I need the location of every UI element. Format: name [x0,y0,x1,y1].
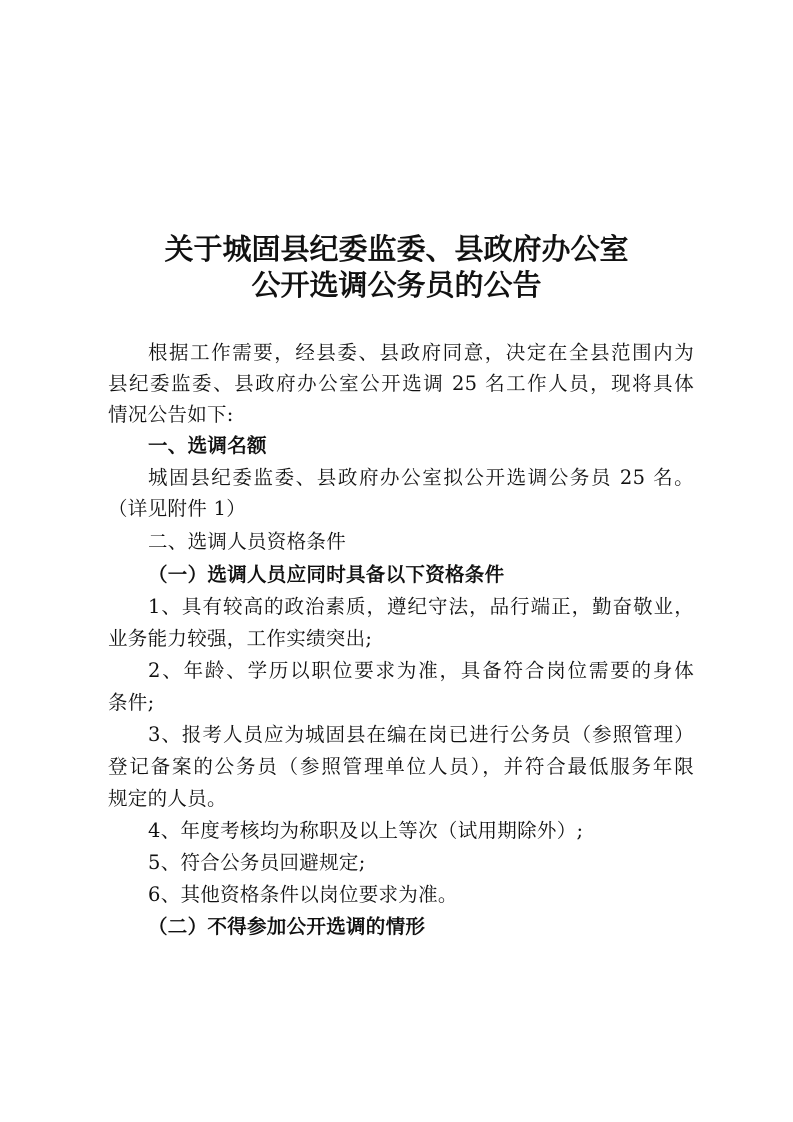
item-2-line-1: 2、年龄、学历以职位要求为准，具备符合岗位需要的身体 [148,659,694,682]
item-5: 5、符合公务员回避规定; [148,851,366,874]
item-1-line-2: 业务能力较强，工作实绩突出; [108,627,373,650]
subsection-2-heading: （二）不得参加公开选调的情形 [148,915,426,938]
item-1-line-1: 1、具有较高的政治素质，遵纪守法，品行端正，勤奋敬业， [148,595,694,618]
document-title-line-1: 关于城固县纪委监委、县政府办公室 [164,232,629,266]
item-4: 4、年度考核均为称职及以上等次（试用期除外）; [148,819,584,842]
item-3-line-1: 3、报考人员应为城固县在编在岗已进行公务员（参照管理） [148,723,694,746]
item-2-line-2: 条件; [108,691,155,714]
item-3-line-3: 规定的人员。 [108,787,227,810]
item-3-line-2: 登记备案的公务员（参照管理单位人员），并符合最低服务年限 [108,755,694,778]
section-2-heading: 二、选调人员资格条件 [148,530,347,553]
intro-paragraph-line-2: 县纪委监委、县政府办公室公开选调 25 名工作人员，现将具体 [108,372,694,395]
section-1-paragraph-line-1: 城固县纪委监委、县政府办公室拟公开选调公务员 25 名。 [148,466,694,489]
intro-paragraph-line-3: 情况公告如下: [108,403,234,426]
subsection-1-heading: （一）选调人员应同时具备以下资格条件 [148,563,505,586]
document-title-line-2: 公开选调公务员的公告 [251,268,542,302]
item-6: 6、其他资格条件以岗位要求为准。 [148,883,458,906]
section-1-heading: 一、选调名额 [148,434,267,457]
intro-paragraph-line-1: 根据工作需要，经县委、县政府同意，决定在全县范围内为 [148,341,694,364]
section-1-paragraph-line-2: （详见附件 1） [108,497,247,520]
